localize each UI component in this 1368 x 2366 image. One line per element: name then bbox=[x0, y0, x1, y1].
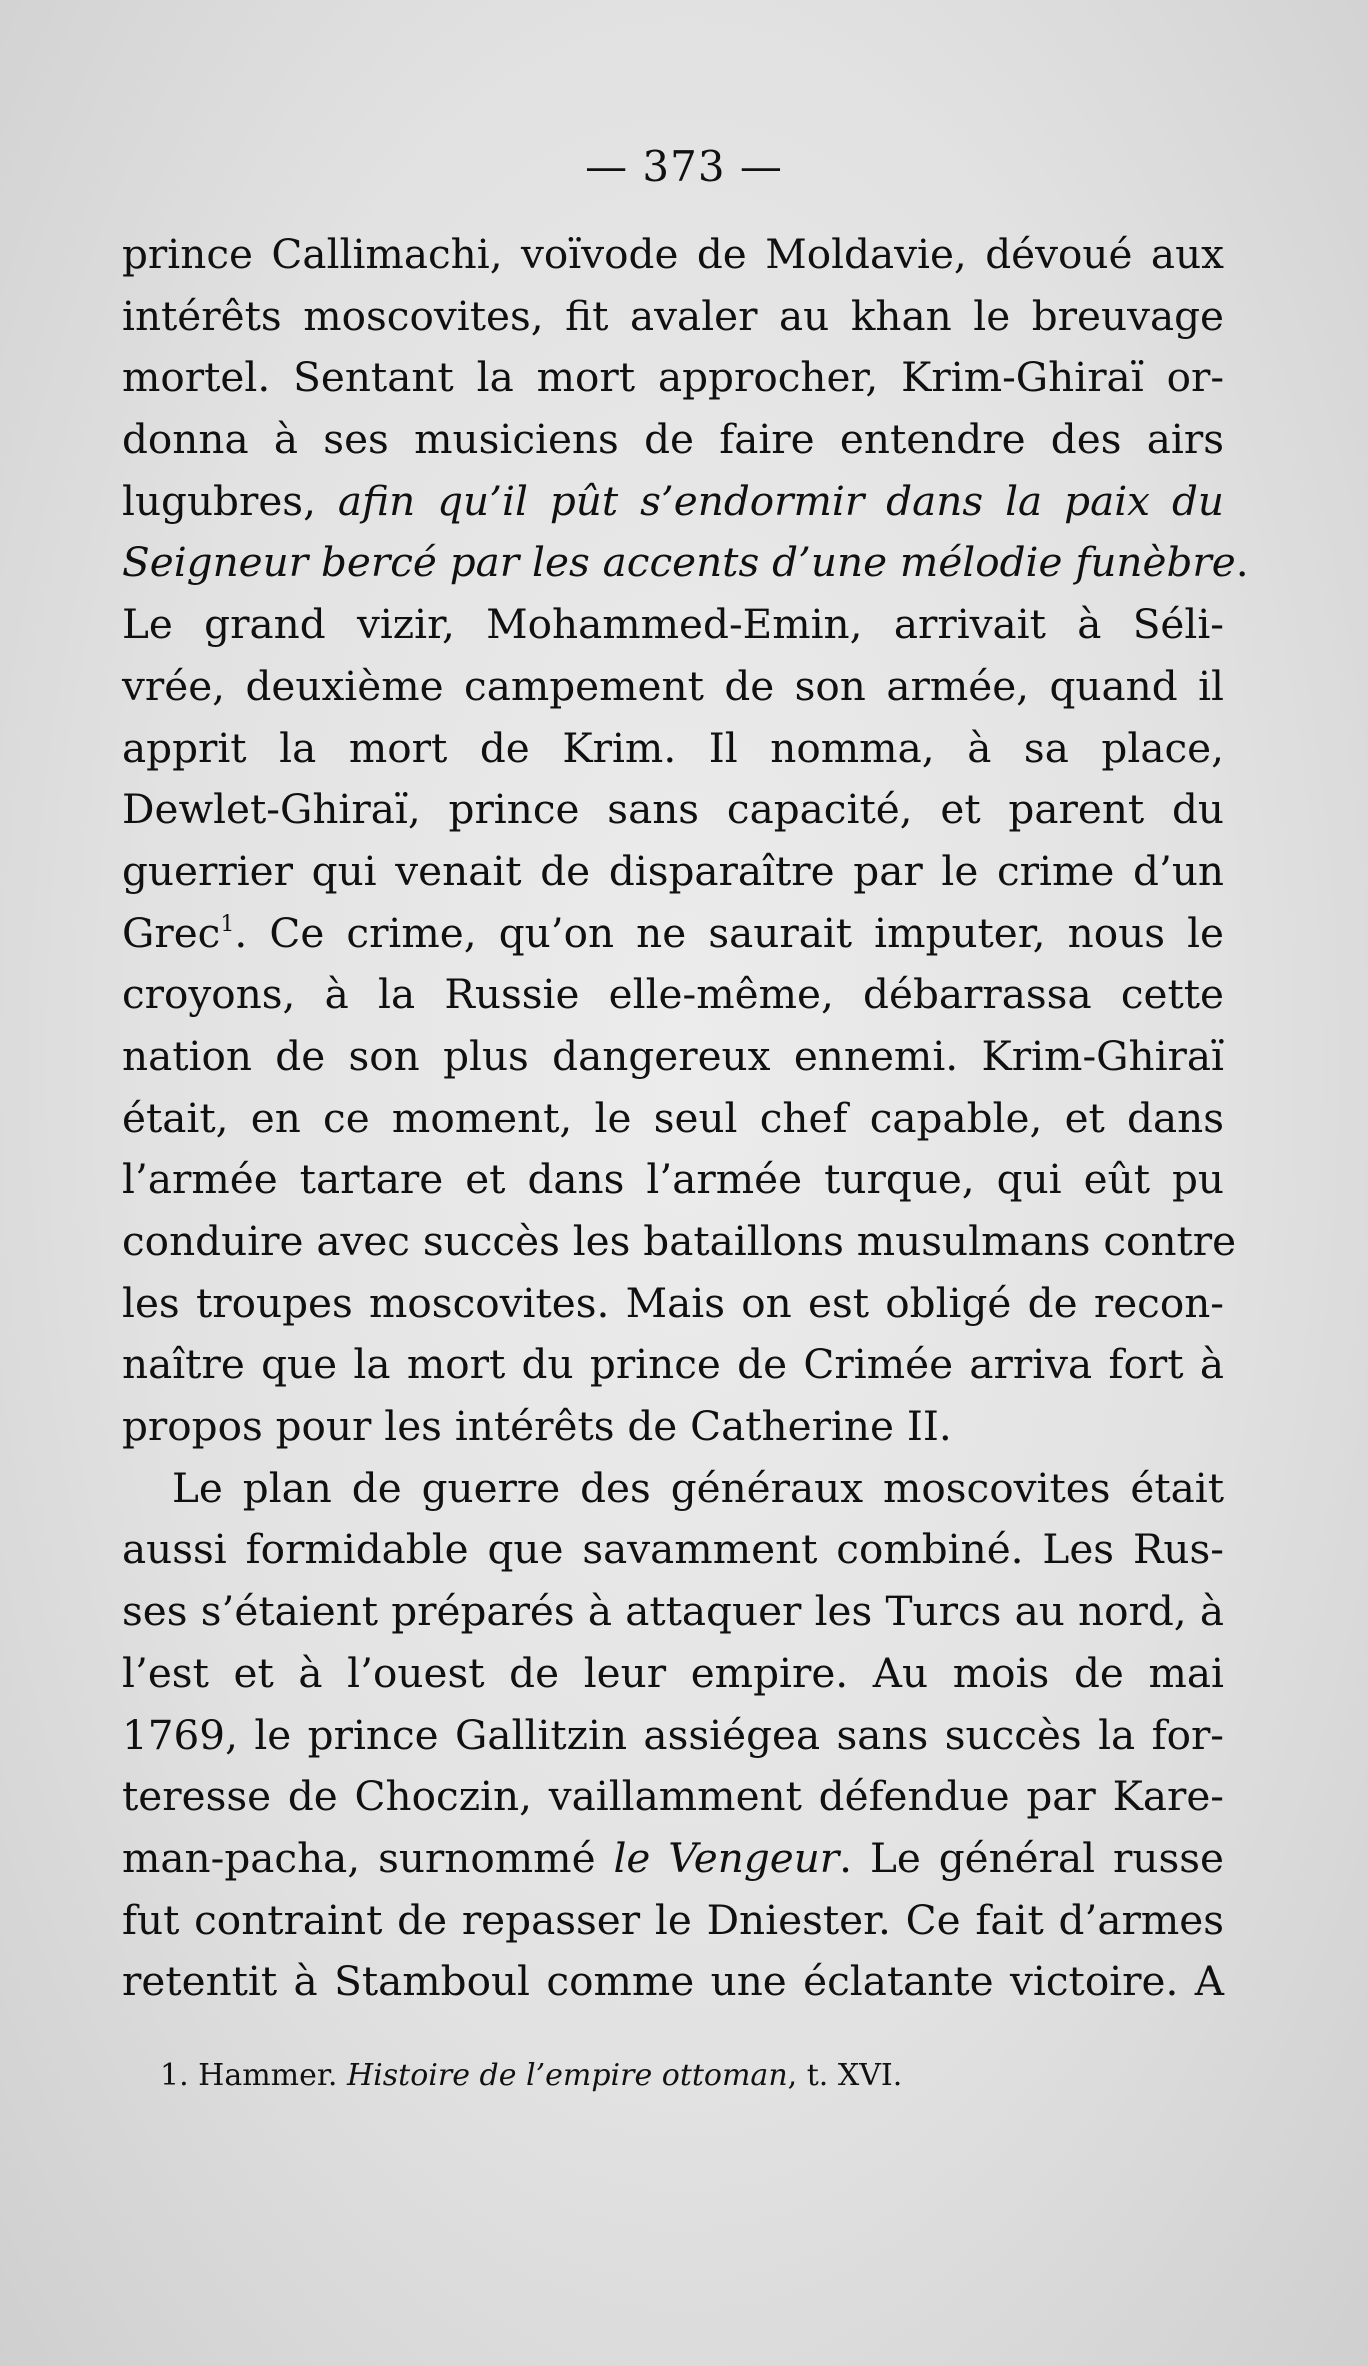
text-line: guerrier qui venait de disparaître par le crime d’un bbox=[122, 846, 1224, 895]
text-line: vrée, deuxième campement de son armée, quand il bbox=[122, 661, 1224, 710]
footnote-number: 1 bbox=[160, 2058, 180, 2093]
text-line: Le grand vizir, Mohammed-Emin, arrivait à Séli- bbox=[122, 600, 1224, 649]
footnote: 1. Hammer. Histoire de l’empire ottoman, t. XVI. bbox=[160, 2058, 903, 2093]
text-line: prince Callimachi, voïvode de Moldavie, dévoué aux bbox=[122, 230, 1224, 278]
footnote-author: Hammer. bbox=[198, 2058, 338, 2093]
text-line: mortel. Sentant la mort approcher, Krim-Ghiraï or- bbox=[122, 353, 1224, 402]
footnote-title: Histoire de l’empire ottoman bbox=[347, 2058, 788, 2093]
text-line: donna à ses musiciens de faire entendre des airs bbox=[122, 415, 1224, 464]
text-line: aussi formidable que savamment combiné. Les Rus- bbox=[122, 1525, 1224, 1574]
text-line: l’armée tartare et dans l’armée turque, qui eût pu bbox=[122, 1155, 1224, 1204]
text-line bbox=[122, 471, 1224, 533]
text-line bbox=[122, 903, 1224, 965]
text-line: Dewlet-Ghiraï, prince sans capacité, et parent du bbox=[122, 785, 1224, 834]
text-plain: lugubres, bbox=[122, 476, 338, 525]
text-line: Le plan de guerre des généraux moscovites était bbox=[172, 1463, 1224, 1512]
text-plain: man-pacha, surnommé bbox=[122, 1833, 614, 1882]
text-plain: . Ce crime, qu’on ne saurait imputer, nous le bbox=[234, 908, 1224, 957]
text-italic: le Vengeur bbox=[613, 1833, 840, 1882]
text-plain: . Le général russe bbox=[839, 1833, 1224, 1882]
text-line: croyons, à la Russie elle-même, débarrassa cette bbox=[122, 970, 1224, 1019]
footnote-marker: 1 bbox=[220, 911, 235, 937]
text-line: l’est et à l’ouest de leur empire. Au mois de mai bbox=[122, 1648, 1224, 1697]
text-italic: Seigneur bercé par les accents d’une mélodie funèbre bbox=[122, 538, 1236, 587]
text-line: 1769, le prince Gallitzin assiégea sans succès la for- bbox=[122, 1710, 1224, 1759]
text-line: conduire avec succès les bataillons musulmans contre bbox=[122, 1217, 1237, 1265]
footnote-volume: , t. XVI. bbox=[787, 2058, 903, 2093]
text-plain: . bbox=[1235, 538, 1249, 587]
text-line: apprit la mort de Krim. Il nomma, à sa place, bbox=[122, 723, 1224, 772]
text-line: intérêts moscovites, fit avaler au khan le breuvage bbox=[122, 291, 1224, 340]
text-plain: Grec bbox=[122, 908, 221, 957]
text-line: les troupes moscovites. Mais on est obligé de recon- bbox=[122, 1278, 1224, 1327]
text-line bbox=[122, 532, 1249, 594]
text-line: fut contraint de repasser le Dniester. Ce fait d’armes bbox=[122, 1895, 1224, 1944]
page-number: — 373 — bbox=[585, 142, 783, 191]
text-line: nation de son plus dangereux ennemi. Krim-Ghiraï bbox=[122, 1031, 1224, 1080]
text-line: naître que la mort du prince de Crimée arriva fort à bbox=[122, 1340, 1224, 1389]
body-text bbox=[122, 224, 1249, 2013]
text-line: ses s’étaient préparés à attaquer les Turcs au nord, à bbox=[122, 1587, 1224, 1636]
text-line: propos pour les intérêts de Catherine II. bbox=[122, 1402, 952, 1451]
text-line: teresse de Choczin, vaillamment défendue par Kare- bbox=[122, 1772, 1224, 1821]
text-line: retentit à Stamboul comme une éclatante victoire. A bbox=[122, 1957, 1224, 2006]
text-line bbox=[122, 1828, 1224, 1890]
text-line: était, en ce moment, le seul chef capable, et dans bbox=[122, 1093, 1224, 1142]
text-italic: afin qu’il pût s’endormir dans la paix du bbox=[337, 476, 1224, 525]
